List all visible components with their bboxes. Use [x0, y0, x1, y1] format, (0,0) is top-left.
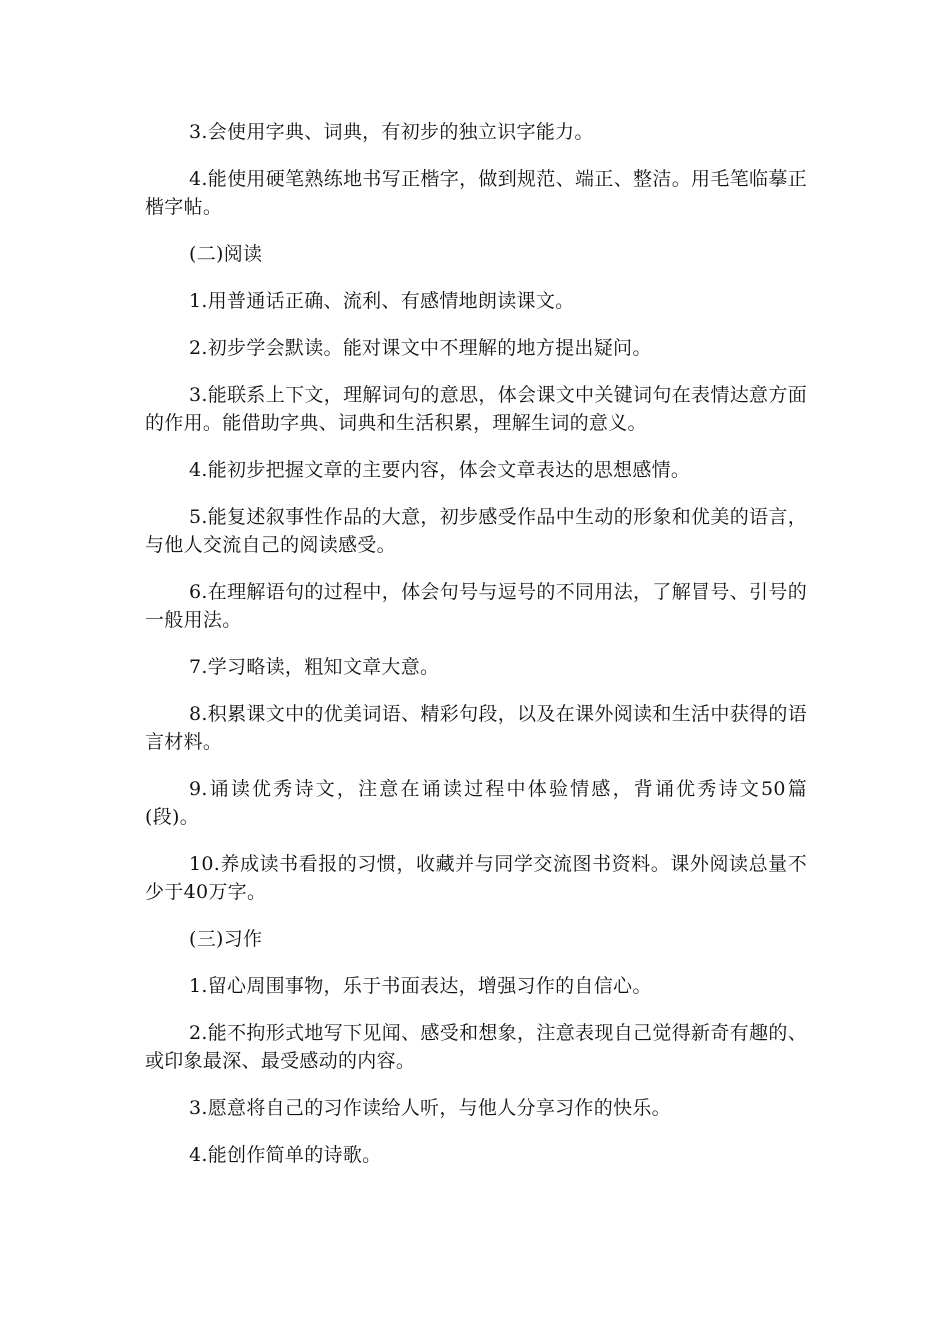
paragraph: 9.诵读优秀诗文，注意在诵读过程中体验情感，背诵优秀诗文50篇(段)。	[145, 778, 807, 828]
paragraph: 7.学习略读，粗知文章大意。	[189, 656, 440, 678]
paragraph: 4.能使用硬笔熟练地书写正楷字，做到规范、端正、整洁。用毛笔临摹正楷字帖。	[145, 168, 807, 218]
paragraph: 3.会使用字典、词典，有初步的独立识字能力。	[189, 121, 594, 143]
paragraph: 4.能初步把握文章的主要内容，体会文章表达的思想感情。	[189, 459, 691, 481]
paragraph: 2.能不拘形式地写下见闻、感受和想象，注意表现自己觉得新奇有趣的、或印象最深、最受感动的内容。	[145, 1022, 807, 1072]
paragraph: 10.养成读书看报的习惯，收藏并与同学交流图书资料。课外阅读总量不少于40万字。	[145, 853, 807, 903]
paragraph: 1.留心周围事物，乐于书面表达，增强习作的自信心。	[189, 975, 652, 997]
paragraph: 8.积累课文中的优美词语、精彩句段，以及在课外阅读和生活中获得的语言材料。	[145, 703, 807, 753]
paragraph: 6.在理解语句的过程中，体会句号与逗号的不同用法，了解冒号、引号的一般用法。	[145, 581, 807, 631]
paragraph: 3.能联系上下文，理解词句的意思，体会课文中关键词句在表情达意方面的作用。能借助字典、词典和生活积累，理解生词的意义。	[145, 384, 807, 434]
document-body	[145, 118, 807, 1188]
section-heading: (二)阅读	[189, 243, 263, 265]
paragraph: 5.能复述叙事性作品的大意，初步感受作品中生动的形象和优美的语言，与他人交流自己的阅读感受。	[145, 506, 807, 556]
section-heading: (三)习作	[189, 928, 263, 950]
paragraph: 2.初步学会默读。能对课文中不理解的地方提出疑问。	[189, 337, 652, 359]
paragraph: 4.能创作简单的诗歌。	[189, 1144, 382, 1166]
paragraph: 3.愿意将自己的习作读给人听，与他人分享习作的快乐。	[189, 1097, 671, 1119]
paragraph: 1.用普通话正确、流利、有感情地朗读课文。	[189, 290, 575, 312]
